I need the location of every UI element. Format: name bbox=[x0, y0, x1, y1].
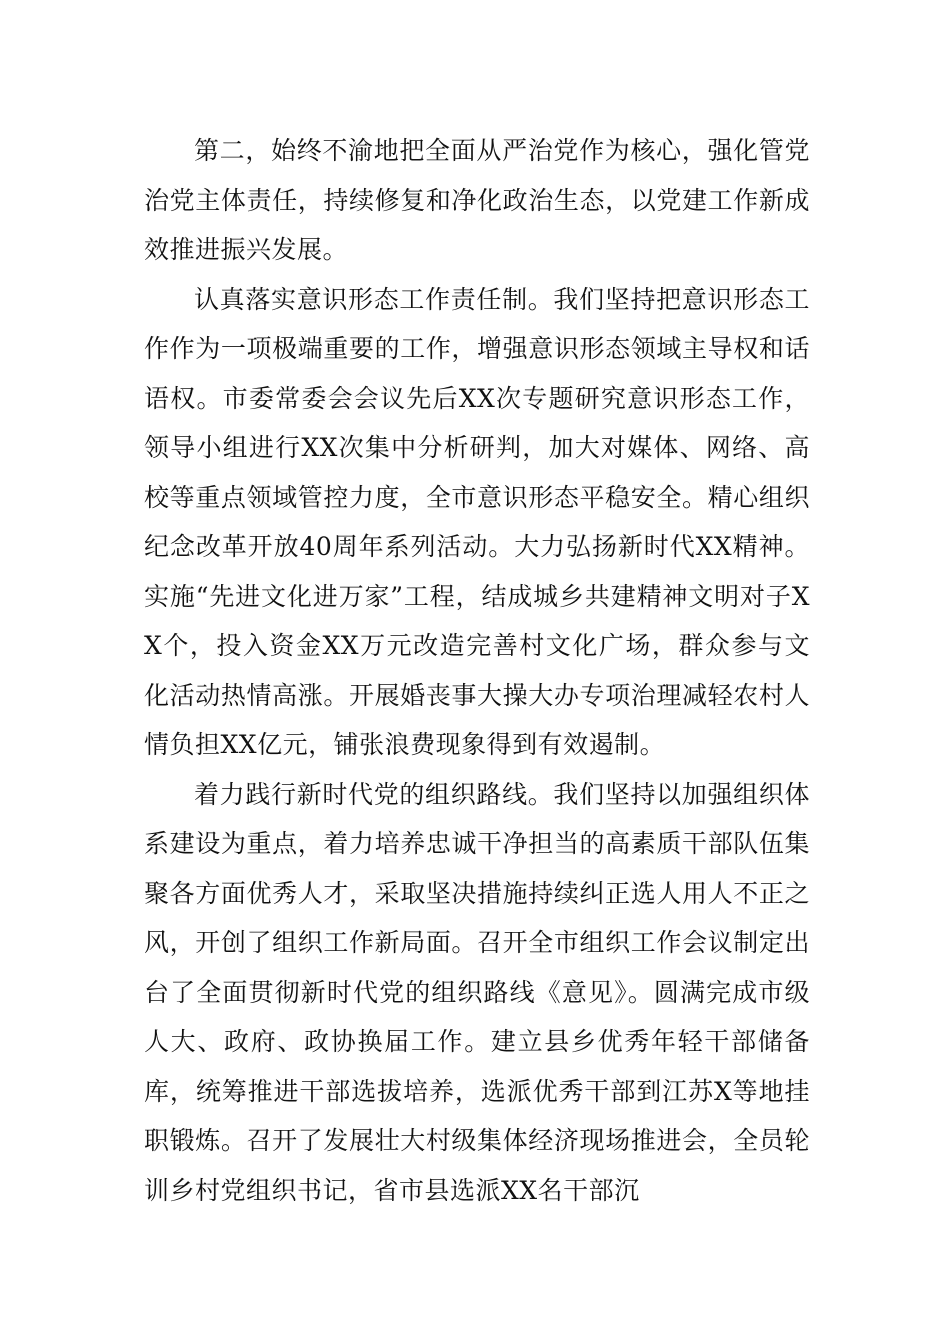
paragraph-ideology-work: 认真落实意识形态工作责任制。我们坚持把意识形态工作作为一项极端重要的工作，增强意识形态领域主导权和话语权。市委常委会会议先后XX次专题研究意识形态工作，领导小组进行XX次集中分析研判，加大对媒体、网络、高校等重点领域管控力度，全市意识形态平稳安全。精心组织纪念改革开放40周年系列活动。大力弘扬新时代XX精神。实施“先进文化进万家”工程，结成城乡共建精神文明对子XX个，投入资金XX万元改造完善村文化广场，群众参与文化活动热情高涨。开展婚丧事大操大办专项治理减轻农村人情负担XX亿元，铺张浪费现象得到有效遏制。 bbox=[144, 284, 810, 759]
paragraph-organization-line: 着力践行新时代党的组织路线。我们坚持以加强组织体系建设为重点，着力培养忠诚干净担当的高素质干部队伍集聚各方面优秀人才，采取坚决措施持续纠正选人用人不正之风，开创了组织工作新局面。召开全市组织工作会议制定出台了全面贯彻新时代党的组织路线《意见》。圆满完成市级人大、政府、政协换届工作。建立县乡优秀年轻干部储备库，统筹推进干部选拔培养，选派优秀干部到江苏X等地挂职锻炼。召开了发展壮大村级集体经济现场推进会，全员轮训乡村党组织书记，省市县选派XX名干部沉 bbox=[144, 779, 810, 1205]
document-body bbox=[144, 126, 810, 1215]
paragraph-responsibility-intro: 第二，始终不渝地把全面从严治党作为核心，强化管党治党主体责任，持续修复和净化政治生态，以党建工作新成效推进振兴发展。 bbox=[144, 136, 810, 264]
